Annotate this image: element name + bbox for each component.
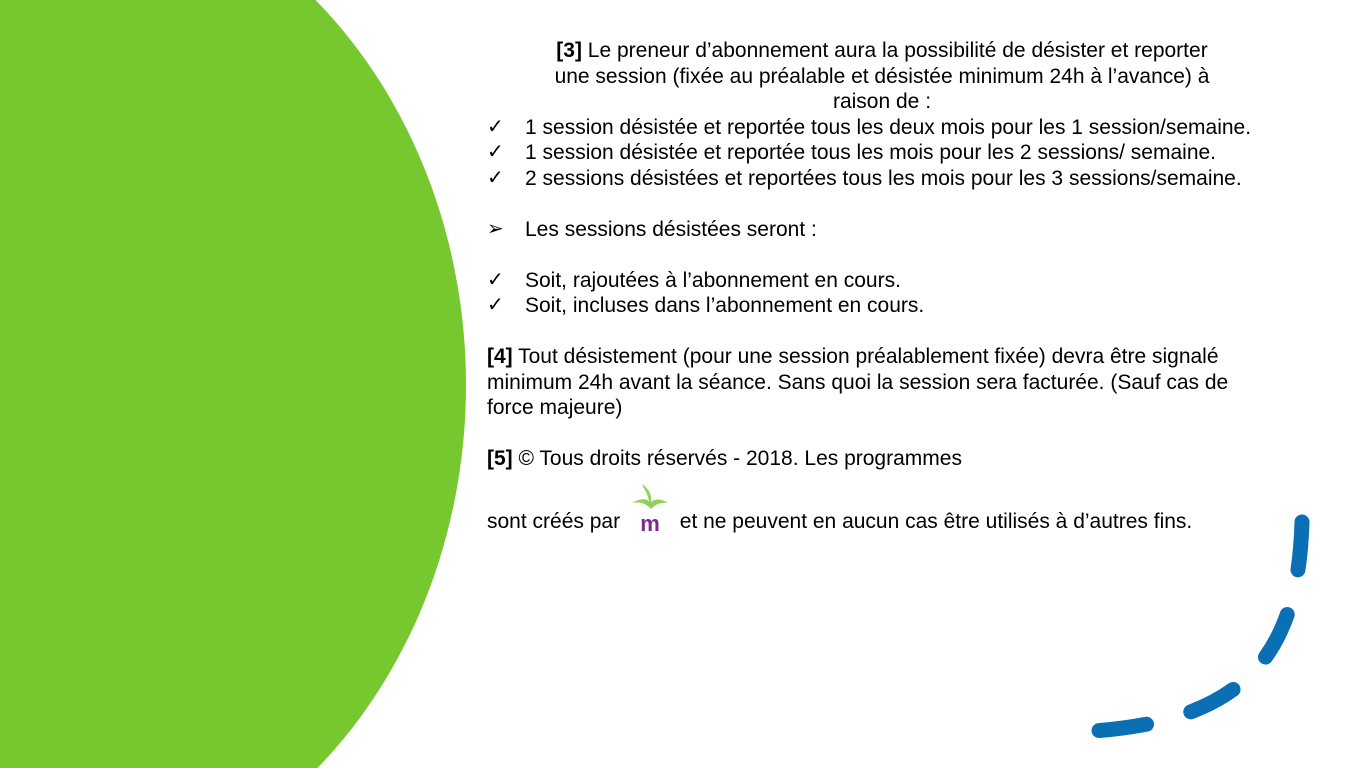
arrow-bullet-icon: ➢ xyxy=(487,217,504,240)
note-5-before-logo: sont créés par xyxy=(487,509,621,533)
list-item xyxy=(487,115,1277,141)
green-circle-decoration xyxy=(0,0,466,768)
note-5-tag: [5] xyxy=(487,447,513,470)
cancelled-heading: Les sessions désistées seront : xyxy=(525,217,817,241)
note-3-line-1: Le preneur d’abonnement aura la possibilité de désister et reporter xyxy=(581,39,1208,62)
note-5-after-logo: et ne peuvent en aucun cas être utilisés à d’autres fins. xyxy=(679,509,1193,533)
list-item-text: 1 session désistée et reportée tous les mois pour les 2 sessions/ semaine. xyxy=(525,141,1217,164)
list-item xyxy=(487,166,1277,192)
list-item-text: 2 sessions désistées et reportées tous les mois pour les 3 sessions/semaine. xyxy=(525,166,1242,190)
list-item xyxy=(487,140,1277,166)
note-4-text: Tout désistement (pour une session préalablement fixée) devra être signalé minimum 24h avant la séance. Sans quoi la session sera facturée. (Sauf cas de force majeure) xyxy=(487,345,1229,419)
logo-letter: m xyxy=(640,510,660,536)
list-item-text: 1 session désistée et reportée tous les deux mois pour les 1 session/semaine. xyxy=(525,115,1252,139)
list-item xyxy=(487,293,1277,319)
list-item xyxy=(487,268,1277,294)
note-3-line-3: raison de : xyxy=(832,90,932,113)
note-4-tag: [4] xyxy=(487,345,513,368)
check-icon: ✓ xyxy=(487,294,504,316)
check-icon: ✓ xyxy=(487,268,504,291)
check-icon: ✓ xyxy=(487,115,504,138)
note-3-intro xyxy=(487,38,1277,115)
check-icon: ✓ xyxy=(487,141,504,163)
note-5-continued xyxy=(487,484,1277,536)
note-5 xyxy=(487,446,1277,472)
terms-text xyxy=(487,38,1277,536)
blue-dashed-arc-decoration xyxy=(1040,500,1366,768)
list-item-text: Soit, incluses dans l’abonnement en cours. xyxy=(525,294,925,317)
list-item-text: Soit, rajoutées à l’abonnement en cours. xyxy=(525,268,901,292)
m-bird-logo-icon xyxy=(630,484,670,536)
check-icon: ✓ xyxy=(487,166,504,189)
note-3-tag: [3] xyxy=(556,39,582,62)
list-item xyxy=(487,217,1277,243)
note-5-text: © Tous droits réservés - 2018. Les programmes xyxy=(512,447,962,470)
note-4 xyxy=(487,344,1277,421)
note-3-line-2: une session (fixée au préalable et désistée minimum 24h à l’avance) à xyxy=(554,64,1210,88)
